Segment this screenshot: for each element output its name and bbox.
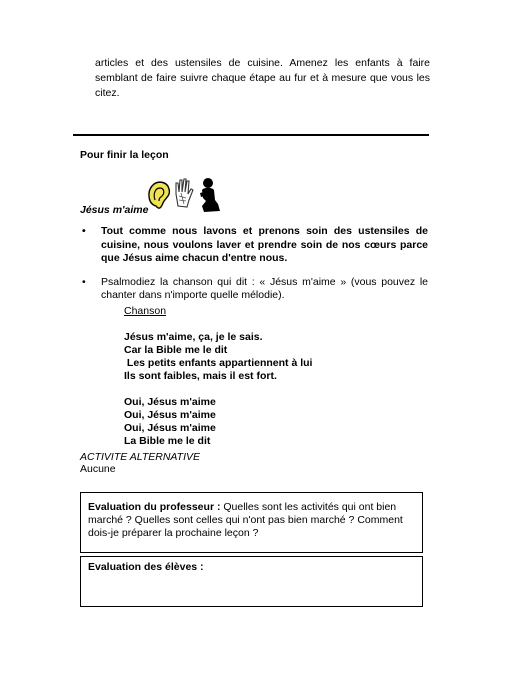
song-line: Oui, Jésus m'aime — [124, 396, 216, 408]
kneeling-child-icon — [200, 178, 220, 212]
teacher-evaluation-text: Quelles sont les activités qui ont bien marché ? Quelles sont celles qui n'ont pas bien marché ? Comment dois-je préparer la prochaine leçon ? — [88, 501, 403, 539]
bullet-list — [80, 225, 428, 313]
song-line: La Bible me le dit — [124, 435, 211, 447]
ear-icon — [149, 182, 169, 208]
alternative-activity-value: Aucune — [80, 463, 116, 475]
bullet-dot: • — [82, 275, 86, 288]
list-item — [80, 225, 428, 266]
bullet-text: Tout comme nous lavons et prenons soin des ustensiles de cuisine, nous voulons laver et prendre soin de nos cœurs parce que Jésus aime chacun d'entre nous. — [101, 225, 428, 264]
bullet-text: Psalmodiez la chanson qui dit : « Jésus m'aime » (vous pouvez le chanter dans n'importe quelle mélodie). — [101, 275, 428, 301]
song-block — [124, 305, 312, 448]
lesson-icons — [146, 176, 224, 216]
student-evaluation-box — [80, 556, 423, 607]
song-line: Jésus m'aime, ça, je le sais. — [124, 331, 263, 343]
song-line: Les petits enfants appartiennent à lui — [124, 357, 313, 369]
teacher-evaluation-box — [80, 492, 423, 553]
song-label: Chanson — [124, 305, 167, 317]
student-evaluation-label: Evaluation des élèves : — [88, 561, 204, 573]
bullet-dot: • — [82, 225, 86, 237]
hand-icon — [176, 179, 193, 207]
song-line: Car la Bible me le dit — [124, 344, 228, 356]
list-item — [80, 276, 428, 303]
intro-paragraph: articles et des ustensiles de cuisine. Amenez les enfants à faire semblant de faire suivre chaque étape au fur et à mesure que vous les citez. — [95, 57, 430, 99]
song-heading: Jésus m'aime — [80, 204, 149, 216]
song-line: Oui, Jésus m'aime — [124, 409, 216, 421]
teacher-evaluation-label: Evaluation du professeur : — [88, 501, 221, 513]
section-divider — [73, 134, 429, 136]
alternative-activity-title: ACTIVITE ALTERNATIVE — [80, 451, 200, 463]
song-line: Oui, Jésus m'aime — [124, 422, 216, 434]
section-title: Pour finir la leçon — [80, 149, 169, 161]
song-line: Ils sont faibles, mais il est fort. — [124, 370, 277, 382]
